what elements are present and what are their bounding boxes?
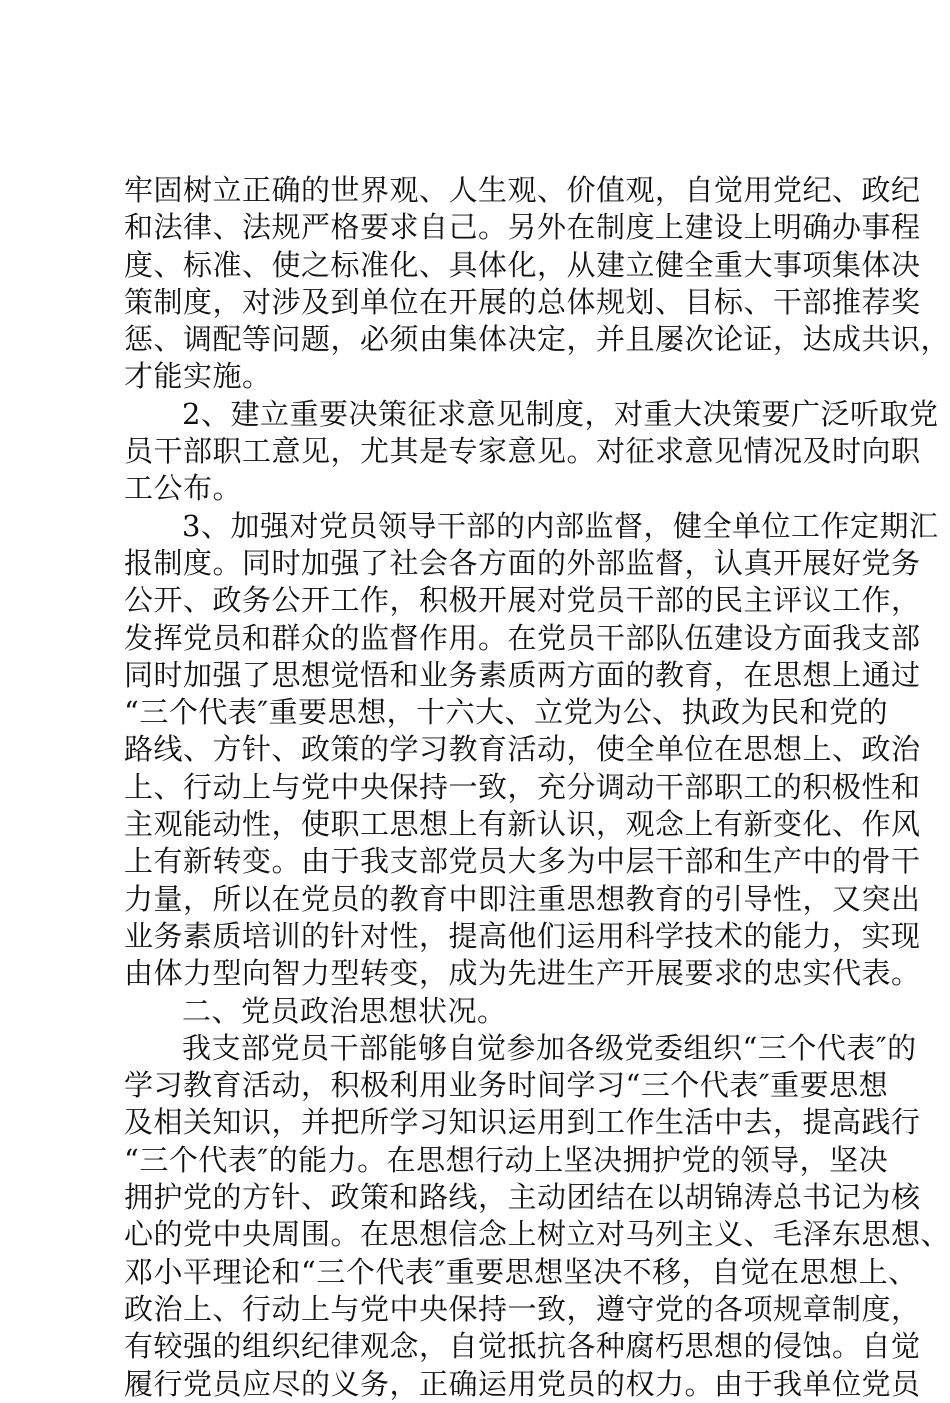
- text-line: 员干部职工意见，尤其是专家意见。对征求意见情况及时向职: [124, 434, 921, 469]
- text-line: 策制度，对涉及到单位在开展的总体规划、目标、干部推荐奖: [124, 284, 921, 319]
- text-line: “三个代表″重要思想，十六大、立党为公、执政为民和党的: [124, 695, 889, 730]
- text-line: 邓小平理论和“三个代表″重要思想坚决不移，自觉在思想上、: [124, 1254, 918, 1289]
- text-line: 上有新转变。由于我支部党员大多为中层干部和生产中的骨干: [124, 844, 921, 879]
- paragraph-first-line: 3、加强对党员领导干部的内部监督，健全单位工作定期汇: [182, 508, 939, 543]
- document-body: [124, 172, 950, 1403]
- text-line: 有较强的组织纪律观念，自觉抵抗各种腐朽思想的侵蚀。自觉: [124, 1329, 921, 1364]
- text-line: 同时加强了思想觉悟和业务素质两方面的教育，在思想上通过: [124, 657, 921, 692]
- text-line: 履行党员应尽的义务，正确运用党员的权力。由于我单位党员: [124, 1366, 921, 1401]
- text-line: 才能实施。: [124, 359, 272, 394]
- text-line: 及相关知识，并把所学习知识运用到工作生活中去，提高践行: [124, 1105, 921, 1140]
- text-line: 政治上、行动上与党中央保持一致，遵守党的各项规章制度，: [124, 1291, 921, 1326]
- text-line: 公开、政务公开工作，积极开展对党员干部的民主评议工作，: [124, 583, 921, 618]
- text-line: 牢固树立正确的世界观、人生观、价值观，自觉用党纪、政纪: [124, 173, 921, 207]
- text-line: 拥护党的方针、政策和路线，主动团结在以胡锦涛总书记为核: [124, 1180, 921, 1215]
- paragraph-first-line: 2、建立重要决策征求意见制度，对重大决策要广泛听取党: [182, 396, 939, 431]
- text-line: 上、行动上与党中央保持一致，充分调动干部职工的积极性和: [124, 769, 921, 804]
- text-line: 工公布。: [124, 471, 243, 506]
- text-line: 主观能动性，使职工思想上有新认识，观念上有新变化、作风: [124, 807, 921, 842]
- text-line: 报制度。同时加强了社会各方面的外部监督，认真开展好党务: [124, 545, 921, 580]
- text-line: 学习教育活动，积极利用业务时间学习“三个代表″重要思想: [124, 1068, 889, 1103]
- text-line: 由体力型向智力型转变，成为先进生产开展要求的忠实代表。: [124, 956, 921, 991]
- text-line: 力量，所以在党员的教育中即注重思想教育的引导性，又突出: [124, 881, 921, 916]
- paragraph-first-line: 我支部党员干部能够自觉参加各级党委组织“三个代表″的: [182, 1030, 917, 1065]
- text-line: 业务素质培训的针对性，提高他们运用科学技术的能力，实现: [124, 918, 921, 953]
- text-line: “三个代表″的能力。在思想行动上坚决拥护党的领导，坚决: [124, 1142, 889, 1177]
- paragraph-first-line: 二、党员政治思想状况。: [182, 993, 507, 1028]
- text-line: 度、标准、使之标准化、具体化，从建立健全重大事项集体决: [124, 247, 921, 282]
- text-line: 惩、调配等问题，必须由集体决定，并且屡次论证，达成共识，: [124, 322, 950, 357]
- text-line: 和法律、法规严格要求自己。另外在制度上建设上明确办事程: [124, 210, 921, 245]
- text-line: 路线、方针、政策的学习教育活动，使全单位在思想上、政治: [124, 732, 921, 767]
- text-line: 心的党中央周围。在思想信念上树立对马列主义、毛泽东思想、: [124, 1217, 950, 1252]
- text-line: 发挥党员和群众的监督作用。在党员干部队伍建设方面我支部: [124, 620, 921, 655]
